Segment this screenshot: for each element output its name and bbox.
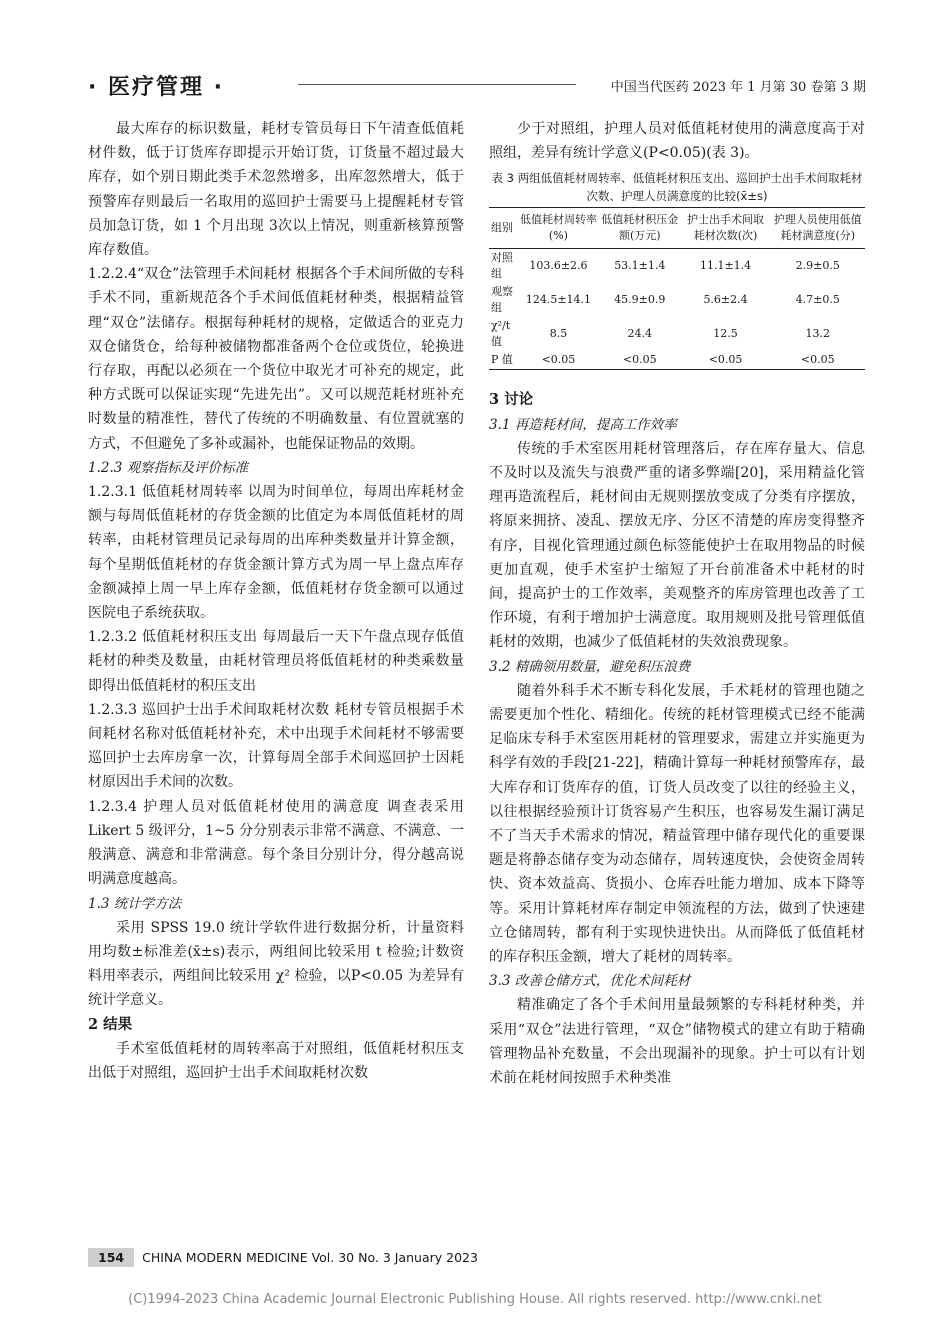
table-header-row	[489, 208, 865, 249]
section-title: · 医疗管理 ·	[88, 75, 225, 100]
table-header: 低值耗材周转率(%)	[518, 208, 599, 249]
section-heading: 3 讨论	[489, 391, 534, 409]
copyright-line: (C)1994-2023 China Academic Journal Electronic Publishing House. All rights reserved. http://www.cnki.net	[128, 1292, 822, 1307]
right-column	[489, 117, 865, 1090]
table-cell: <0.05	[681, 351, 771, 370]
table-cell: 12.5	[713, 327, 738, 341]
table-row	[489, 351, 865, 370]
table-cell: 53.1±1.4	[614, 259, 666, 273]
table-cell: 观察组	[491, 285, 513, 315]
footer-journal: CHINA MODERN MEDICINE Vol. 30 No. 3 January 2023	[142, 1250, 478, 1265]
results-table	[489, 207, 865, 370]
table-cell: 13.2	[805, 327, 831, 341]
paragraph: 少于对照组，护理人员对低值耗材使用的满意度高于对照组，差异有统计学意义(P<0.05)(表 3)。	[489, 121, 865, 162]
paragraph: 1.2.3.2 低值耗材积压支出 每周最后一天下午盘点现存低值耗材的种类及数量，由耗材管理员将低值耗材的种类乘数量即得出低值耗材的积压支出	[88, 629, 464, 694]
header-rule	[298, 84, 576, 85]
subsection-heading: 3.3 改善仓储方式，优化术间耗材	[489, 973, 691, 990]
table-cell: 103.6±2.6	[529, 259, 588, 273]
table-cell: 4.7±0.5	[795, 293, 840, 307]
table-cell: <0.05	[599, 351, 680, 370]
paragraph: 传统的手术室医用耗材管理落后，存在库存量大、信息不及时以及流失与浪费严重的诸多弊端[20]，采用精益化管理再造流程后，耗材间由无规则摆放变成了分类有序摆放，将原来拥挤、凌乱、摆放无序、分区不清楚的库房变得整齐有序，目视化管理通过颜色标签能使护士在取用物品的时候更加直观，使手术室护士缩短了开台前准备术中耗材的时间，提高护士的工作效率，美观整齐的库房管理也改善了工作环境，有利于增加护士满意度。取用规则及批号管理低值耗材的效期，也减少了低值耗材的失效浪费现象。	[489, 440, 865, 651]
paragraph: 1.2.3.3 巡回护士出手术间取耗材次数 耗材专管员根据手术间耗材名称对低值耗材补充，术中出现手术间耗材不够需要巡回护士去库房拿一次，计算每周全部手术间巡回护士因耗材原因出手术间的次数。	[88, 701, 464, 791]
table-cell: 45.9±0.9	[614, 293, 666, 307]
journal-info: 中国当代医药 2023 年 1 月第 30 卷第 3 期	[610, 80, 866, 95]
subsection-heading: 3.2 精确领用数量，避免积压浪费	[489, 658, 691, 675]
table-row	[489, 317, 865, 351]
table-cell: 124.5±14.1	[525, 293, 592, 307]
left-column	[88, 117, 464, 1085]
subsection-heading: 1.3 统计学方法	[88, 895, 182, 912]
table-cell: 8.5	[549, 327, 568, 341]
table-caption: 表 3 两组低值耗材周转率、低值耗材积压支出、巡回护士出手术间取耗材次数、护理人员满意度的比较(x̄±s)	[491, 171, 863, 204]
table-cell: P 值	[489, 351, 518, 370]
table-cell: <0.05	[771, 351, 865, 370]
table-cell: 24.4	[627, 327, 653, 341]
paragraph: 1.2.3.1 低值耗材周转率 以周为时间单位，每周出库耗材金额与每周低值耗材的存货金额的比值定为本周低值耗材的周转率，由耗材管理员记录每周的出库种类数量并计算金额，每个星期低值耗材的存货金额计算方式为周一早上盘点库存金额减掉上周一早上库存金额，低值耗材存货金额可以通过医院电子系统获取。	[88, 484, 464, 622]
subsection-heading: 3.1 再造耗材间，提高工作效率	[489, 416, 677, 433]
table-cell: 5.6±2.4	[703, 293, 748, 307]
table-cell: 11.1±1.4	[699, 259, 752, 273]
paragraph: 精准确定了各个手术间用量最频繁的专科耗材种类，并采用“双仓”法进行管理，“双仓”储物模式的建立有助于精确管理物品补充数量，不会出现漏补的现象。护士可以有计划术前在耗材间按照手术种类准	[489, 997, 865, 1087]
paragraph: 最大库存的标识数量，耗材专管员每日下午清查低值耗材件数，低于订货库存即提示开始订货，订货量不超过最大库存，如个别日期此类手术忽然增多，出库忽然增大，低于预警库存则最后一名取用的巡回护士需要马上提醒耗材专管员加急订货，如 1 个月出现 3次以上情况，则重新核算预警库存数值。	[88, 121, 464, 259]
paragraph: 1.2.3.4 护理人员对低值耗材使用的满意度 调查表采用 Likert 5 级评分，1~5 分分别表示非常不满意、不满意、一般满意、满意和非常满意。每个条目分别计分，得分越高说明满意度越高。	[88, 798, 464, 888]
subsection-heading: 1.2.3 观察指标及评价标准	[88, 459, 249, 476]
paragraph: 1.2.2.4“双仓”法管理手术间耗材 根据各个手术间所做的专科手术不同，重新规范各个手术间低值耗材种类，根据精益管理“双仓”法储存。根据每种耗材的规格，定做适合的亚克力双仓储货仓，给每种被储物都准备两个仓位或货位，轮换进行存取，再配以必须在一个货位中取光才可补充的规定，此种方式既可以保证实现“先进先出”。又可以规范耗材班补充时数量的精准性，替代了传统的不明确数量、有位置就塞的方式，不但避免了多补或漏补，也能保证物品的效期。	[88, 266, 464, 452]
paragraph: 采用 SPSS 19.0 统计学软件进行数据分析，计量资料用均数±标准差(x̄±s)表示，两组间比较采用 t 检验;计数资料用率表示，两组间比较采用 χ² 检验，以P<0.05 为差异有统计学意义。	[88, 919, 464, 1009]
table-header: 低值耗材积压金额(万元)	[599, 208, 680, 249]
table-row	[489, 283, 865, 317]
page-number: 154	[88, 1248, 134, 1267]
section-heading: 2 结果	[88, 1015, 133, 1033]
table-cell: 2.9±0.5	[795, 259, 840, 273]
paragraph: 随着外科手术不断专科化发展，手术耗材的管理也随之需要更加个性化、精细化。传统的耗材管理模式已经不能满足临床专科手术室医用耗材的管理要求，需建立并实施更为科学有效的手段[21-22]，精确计算每一种耗材预警库存，最大库存和订货库存的值，订货人员改变了以往的经验主义，以往根据经验预计订货容易产生积压，也容易发生漏订满足不了当天手术需求的情况，精益管理中储存现代化的重要课题是将静态储存变为动态储存，周转速度快，会使资金周转快、资本效益高、货损小、仓库吞吐能力增加、成本下降等等。采用计算耗材库存制定申领流程的方法，做到了快速建立仓储周转，都有利于实现快进快出。从而降低了低值耗材的库存积压金额，增大了耗材的周转率。	[489, 682, 865, 966]
table-header: 护理人员使用低值耗材满意度(分)	[771, 208, 865, 249]
page-footer	[88, 1248, 478, 1267]
page-header	[88, 68, 866, 102]
table-cell: 对照组	[491, 251, 513, 281]
paragraph: 手术室低值耗材的周转率高于对照组，低值耗材积压支出低于对照组，巡回护士出手术间取耗材次数	[88, 1040, 464, 1081]
table-cell: <0.05	[518, 351, 599, 370]
table-row	[489, 249, 865, 284]
table-header: 护士出手术间取耗材次数(次)	[681, 208, 771, 249]
table-header: 组别	[489, 208, 518, 249]
table-cell: χ²/t 值	[491, 319, 511, 349]
